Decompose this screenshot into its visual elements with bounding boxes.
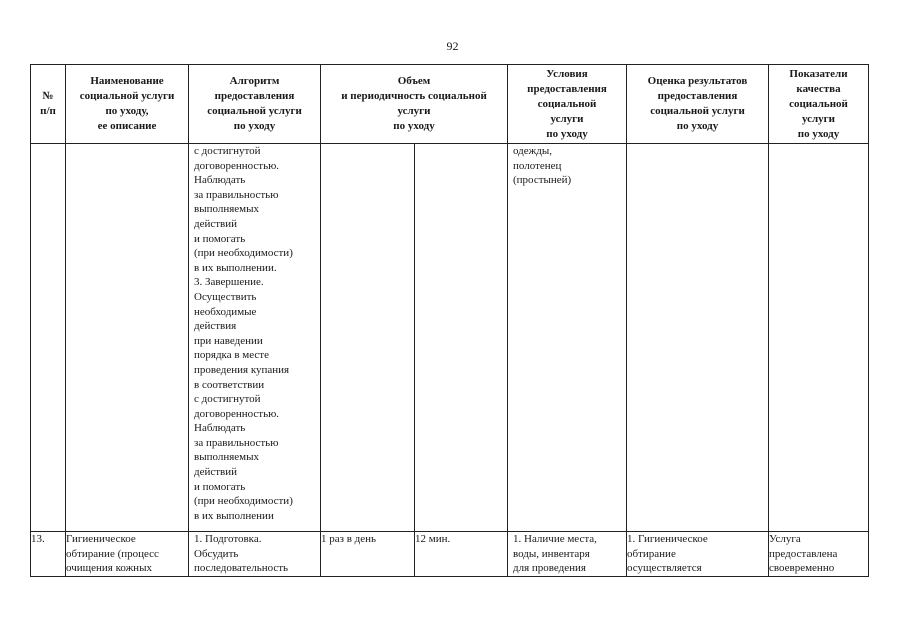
header-num: № п/п bbox=[31, 65, 66, 144]
services-table bbox=[30, 64, 869, 577]
page-number: 92 bbox=[446, 39, 459, 53]
cell-frequency bbox=[321, 144, 415, 532]
header-conditions: Условия предоставления социальной услуги по уходу bbox=[508, 65, 627, 144]
header-algorithm: Алгоритм предоставления социальной услуги по уходу bbox=[189, 65, 321, 144]
cell-num: 13. bbox=[31, 532, 66, 577]
cell-quality: Услуга предоставлена своевременно bbox=[769, 532, 869, 577]
cell-frequency: 1 раз в день bbox=[321, 532, 415, 577]
cell-algorithm: 1. Подготовка. Обсудить последовательность bbox=[189, 532, 321, 577]
header-evaluation: Оценка результатов предоставления социальной услуги по уходу bbox=[627, 65, 769, 144]
cell-evaluation: 1. Гигиеническое обтирание осуществляется bbox=[627, 532, 769, 577]
cell-name: Гигиеническое обтирание (процесс очищения кожных bbox=[66, 532, 189, 577]
cell-conditions: одежды, полотенец (простыней) bbox=[508, 144, 627, 532]
cell-name bbox=[66, 144, 189, 532]
cell-duration bbox=[415, 144, 508, 532]
table-header-row bbox=[31, 65, 869, 144]
header-volume: Объем и периодичность социальной услуги по уходу bbox=[321, 65, 508, 144]
cell-algorithm: с достигнутой договоренностью. Наблюдать за правильностью выполняемых действий и помогать (при необходимости) в их выполнении. 3. Завершение. Осуществить необходимые действия при наведении порядка в месте проведения купания в соответствии с достигнутой договоренностью. Наблюдать за правильностью выполняемых действий и помогать (при необходимости) в их выполнении bbox=[189, 144, 321, 532]
cell-num bbox=[31, 144, 66, 532]
table-row bbox=[31, 144, 869, 532]
cell-quality bbox=[769, 144, 869, 532]
table-row bbox=[31, 532, 869, 577]
header-quality: Показатели качества социальной услуги по уходу bbox=[769, 65, 869, 144]
header-name: Наименование социальной услуги по уходу, ее описание bbox=[66, 65, 189, 144]
cell-evaluation bbox=[627, 144, 769, 532]
cell-duration: 12 мин. bbox=[415, 532, 508, 577]
cell-conditions: 1. Наличие места, воды, инвентаря для проведения bbox=[508, 532, 627, 577]
